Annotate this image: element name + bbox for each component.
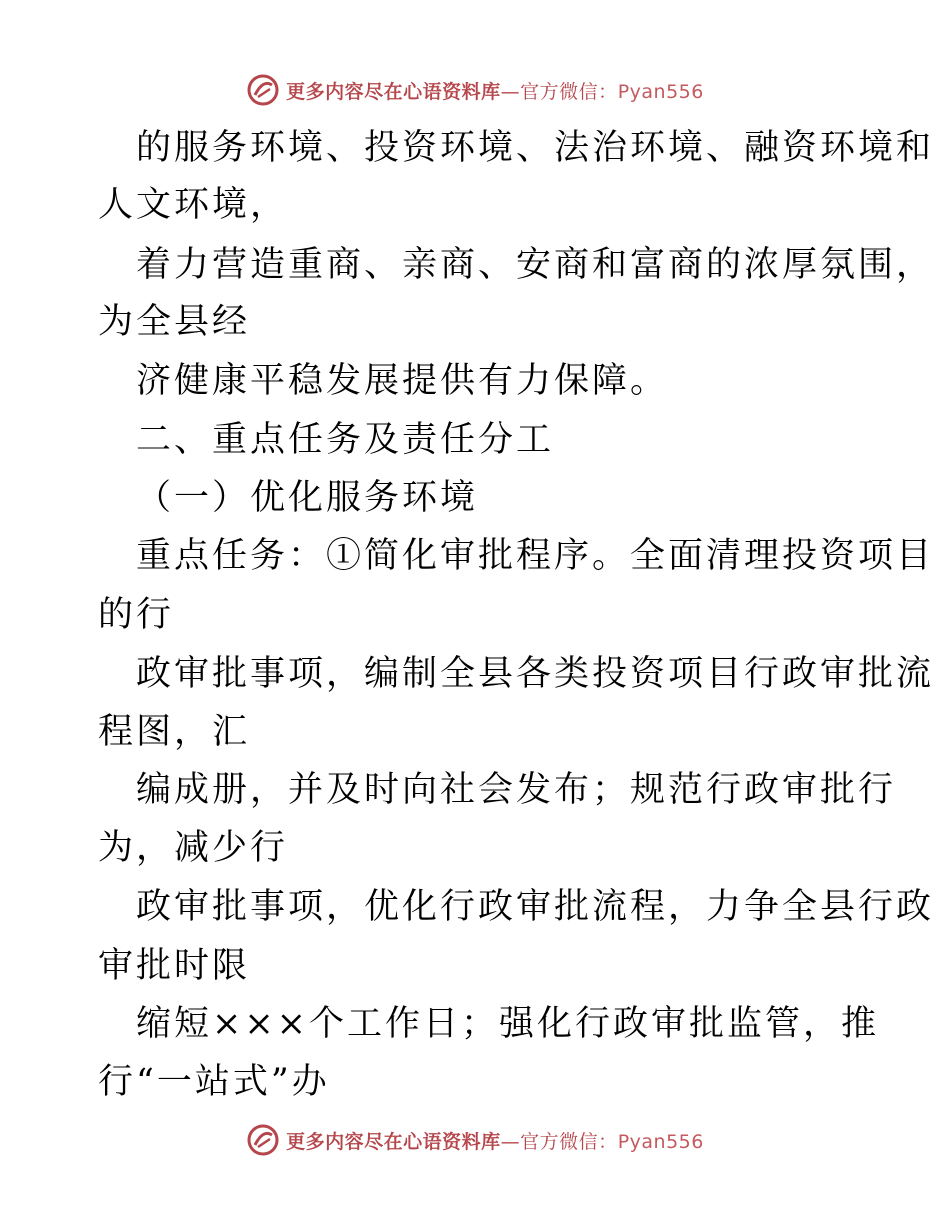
- logo-icon: [246, 73, 280, 107]
- watermark-main: 更多内容尽在心语资料库: [286, 1130, 501, 1153]
- text-line: 政审批事项，优化行政审批流程，力争全县行政: [136, 887, 935, 927]
- text-line: 程图，汇: [98, 712, 251, 752]
- logo-icon: [246, 1123, 280, 1157]
- watermark-official-label: 官方微信：: [520, 1130, 618, 1153]
- text-line: 济健康平稳发展提供有力保障。: [136, 361, 669, 401]
- watermark-wechat-id: Pyan556: [617, 80, 704, 103]
- watermark-wechat-id: Pyan556: [617, 1130, 704, 1153]
- watermark-main: 更多内容尽在心语资料库: [286, 80, 501, 103]
- text-line: 政审批事项，编制全县各类投资项目行政审批流: [136, 654, 935, 694]
- watermark-separator: —: [500, 80, 521, 103]
- text-line: 的服务环境、投资环境、法治环境、融资环境和: [136, 128, 935, 168]
- section-heading: 二、重点任务及责任分工: [136, 420, 555, 460]
- subsection-heading: （一）优化服务环境: [136, 478, 479, 518]
- text-line: 着力营造重商、亲商、安商和富商的浓厚氛围，: [136, 245, 935, 285]
- text-line: 缩短×××个工作日；强化行政审批监管，推: [136, 1004, 879, 1044]
- text-line: 审批时限: [98, 946, 251, 986]
- text-line: 的行: [98, 595, 175, 635]
- text-line: 重点任务：①简化审批程序。全面清理投资项目: [136, 536, 935, 576]
- header-watermark: [0, 70, 950, 110]
- footer-watermark: [0, 1120, 950, 1160]
- text-line: 为全县经: [98, 302, 251, 342]
- text-line: 人文环境，: [98, 185, 289, 225]
- text-line: 行“一站式”办: [98, 1062, 330, 1102]
- watermark-separator: —: [500, 1130, 521, 1153]
- watermark-text: [286, 1127, 704, 1154]
- text-line: 为，减少行: [98, 828, 289, 868]
- watermark-official-label: 官方微信：: [520, 80, 618, 103]
- text-line: 编成册，并及时向社会发布；规范行政审批行: [136, 770, 897, 810]
- watermark-text: [286, 77, 704, 104]
